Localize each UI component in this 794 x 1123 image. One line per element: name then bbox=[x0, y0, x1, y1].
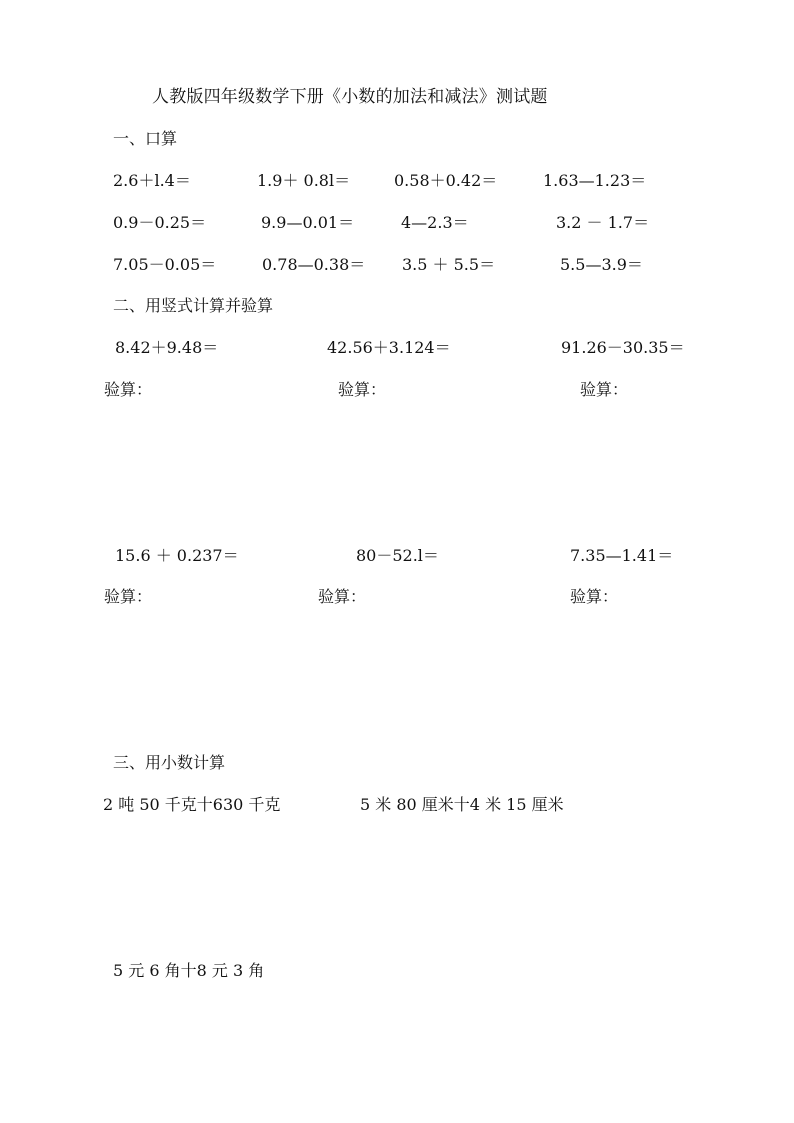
oral-problem: 7.05－0.05＝ bbox=[113, 255, 217, 274]
oral-problem: 0.58＋0.42＝ bbox=[394, 171, 498, 190]
check-label: 验算： bbox=[338, 380, 387, 399]
oral-problem: 4—2.3＝ bbox=[401, 213, 469, 232]
oral-problem: 1.63—1.23＝ bbox=[543, 171, 647, 190]
oral-problem: 5.5—3.9＝ bbox=[560, 255, 643, 274]
check-label: 验算： bbox=[580, 380, 629, 399]
vertical-problem: 8.42＋9.48＝ bbox=[115, 338, 219, 357]
vertical-problem: 7.35—1.41＝ bbox=[570, 546, 674, 565]
oral-problem: 2.6＋l.4＝ bbox=[113, 171, 191, 190]
oral-problem: 3.2 － 1.7＝ bbox=[556, 213, 650, 232]
check-label: 验算： bbox=[570, 587, 619, 606]
vertical-problem: 80－52.l＝ bbox=[356, 546, 439, 565]
section-2-heading: 二、用竖式计算并验算 bbox=[113, 296, 274, 315]
check-label: 验算： bbox=[318, 587, 367, 606]
oral-problem: 1.9＋ 0.8l＝ bbox=[257, 171, 351, 190]
check-label: 验算： bbox=[104, 587, 153, 606]
check-label: 验算： bbox=[104, 380, 153, 399]
page-title: 人教版四年级数学下册《小数的加法和减法》测试题 bbox=[152, 87, 548, 107]
oral-problem: 9.9—0.01＝ bbox=[261, 213, 355, 232]
vertical-problem: 15.6 ＋ 0.237＝ bbox=[115, 546, 239, 565]
section-1-heading: 一、口算 bbox=[113, 129, 178, 148]
oral-problem: 0.78—0.38＝ bbox=[262, 255, 366, 274]
section-3-heading: 三、用小数计算 bbox=[113, 753, 226, 772]
decimal-problem: 5 米 80 厘米十4 米 15 厘米 bbox=[360, 795, 564, 814]
decimal-problem: 2 吨 50 千克十630 千克 bbox=[103, 795, 281, 814]
oral-problem: 3.5 ＋ 5.5＝ bbox=[402, 255, 496, 274]
vertical-problem: 91.26－30.35＝ bbox=[561, 338, 685, 357]
vertical-problem: 42.56＋3.124＝ bbox=[327, 338, 451, 357]
decimal-problem: 5 元 6 角十8 元 3 角 bbox=[113, 961, 265, 980]
oral-problem: 0.9－0.25＝ bbox=[113, 213, 207, 232]
